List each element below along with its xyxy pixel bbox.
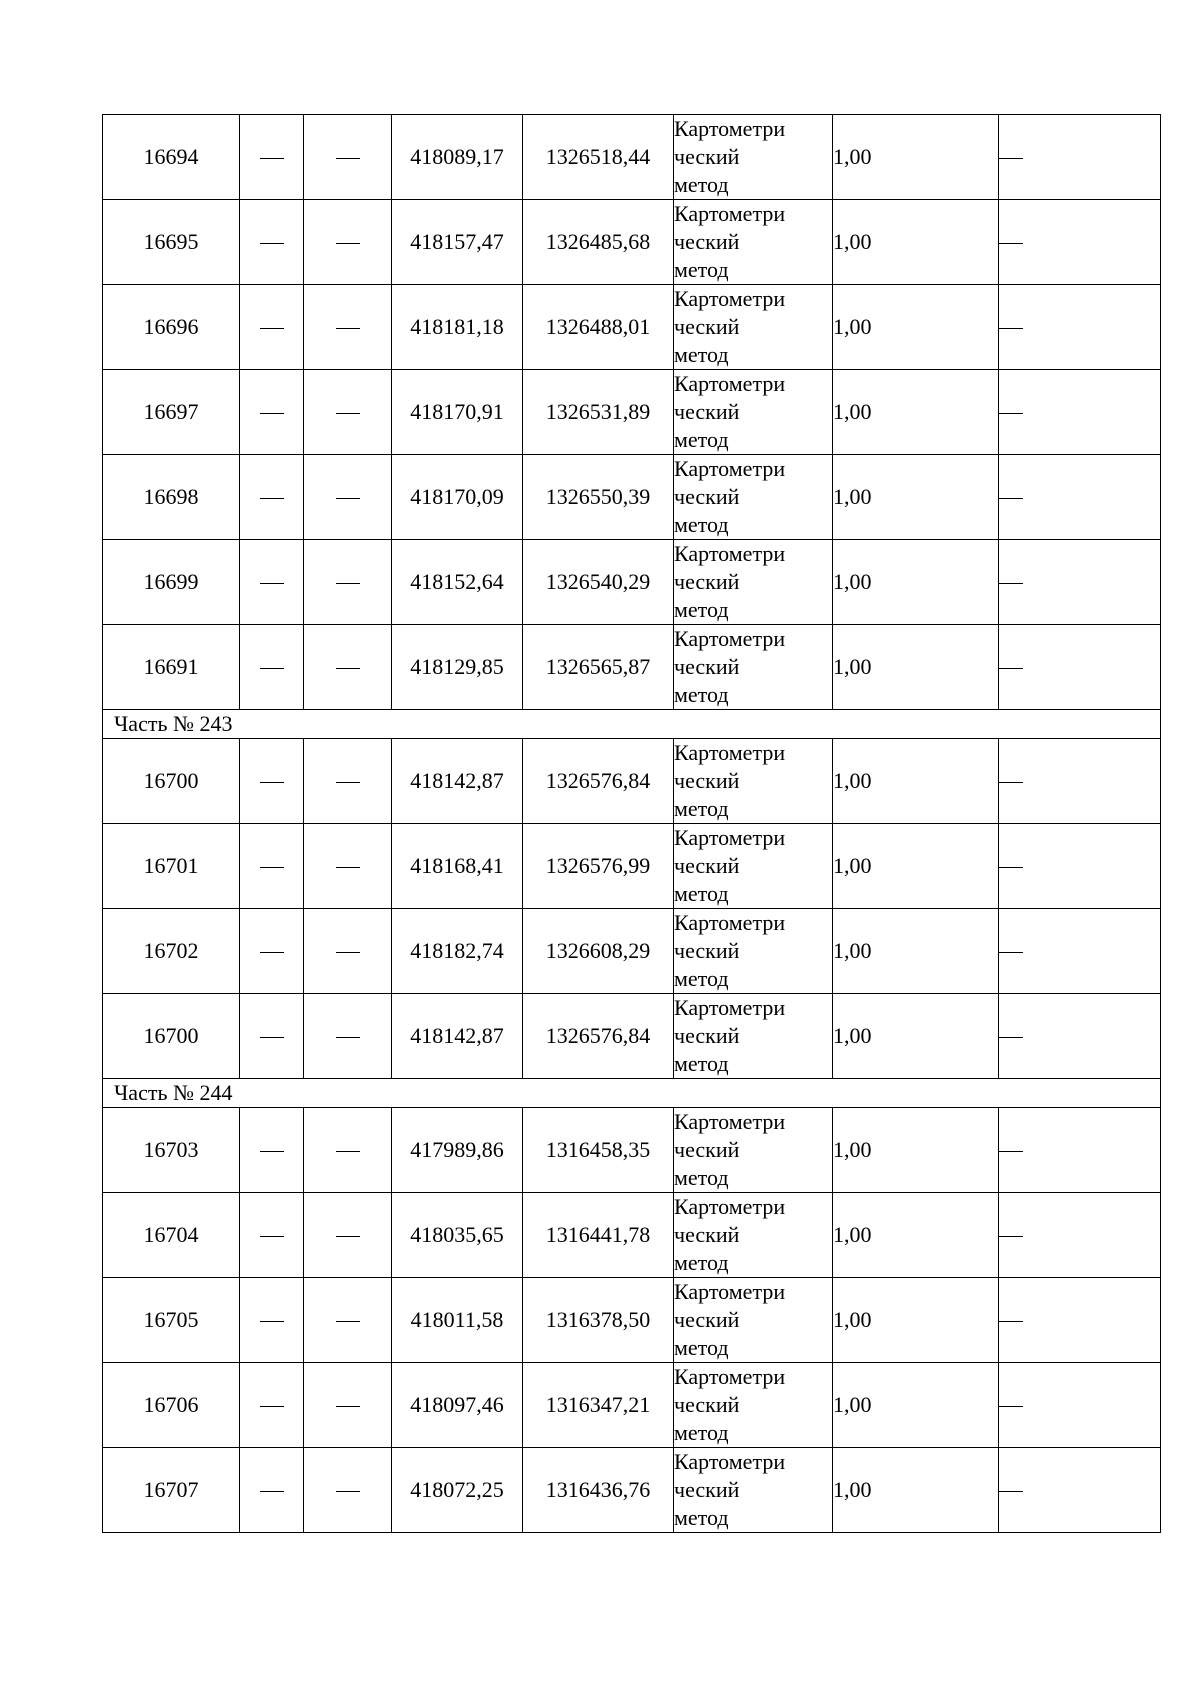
method-text-line: метод xyxy=(674,1420,729,1445)
dash-mark xyxy=(336,158,360,159)
method-text-line: ческий xyxy=(674,938,740,963)
point-number-cell: 16696 xyxy=(103,285,240,370)
method-text-line: ческий xyxy=(674,768,740,793)
dash-mark xyxy=(260,413,284,414)
method-cell xyxy=(674,1448,833,1533)
dash-mark xyxy=(260,952,284,953)
last-dash-cell xyxy=(999,1193,1161,1278)
dash-mark xyxy=(336,328,360,329)
dash-mark xyxy=(999,867,1023,868)
method-text-line: Картометри xyxy=(674,1109,786,1134)
dash-mark xyxy=(336,1151,360,1152)
method-text-line: метод xyxy=(674,1505,729,1530)
method-text-line: ческий xyxy=(674,399,740,424)
x-coordinate-cell: 417989,86 xyxy=(392,1108,523,1193)
method-cell xyxy=(674,1193,833,1278)
dash-mark xyxy=(260,328,284,329)
method-text-line: ческий xyxy=(674,1392,740,1417)
point-number-cell: 16705 xyxy=(103,1278,240,1363)
part-label: Часть № 244 xyxy=(103,1079,1161,1108)
empty-dash-cell xyxy=(240,824,304,909)
accuracy-cell: 1,00 xyxy=(833,1448,999,1533)
method-text-line: Картометри xyxy=(674,1194,786,1219)
method-text-line: Картометри xyxy=(674,626,786,651)
empty-dash-cell xyxy=(304,1363,392,1448)
x-coordinate-cell: 418170,09 xyxy=(392,455,523,540)
method-cell xyxy=(674,540,833,625)
accuracy-cell: 1,00 xyxy=(833,994,999,1079)
x-coordinate-cell: 418181,18 xyxy=(392,285,523,370)
method-cell xyxy=(674,909,833,994)
x-coordinate-cell: 418170,91 xyxy=(392,370,523,455)
y-coordinate-cell: 1326531,89 xyxy=(523,370,674,455)
method-text-line: Картометри xyxy=(674,995,786,1020)
empty-dash-cell xyxy=(304,1193,392,1278)
dash-mark xyxy=(336,498,360,499)
dash-mark xyxy=(336,1491,360,1492)
empty-dash-cell xyxy=(240,1278,304,1363)
method-text-line: ческий xyxy=(674,229,740,254)
x-coordinate-cell: 418168,41 xyxy=(392,824,523,909)
x-coordinate-cell: 418097,46 xyxy=(392,1363,523,1448)
empty-dash-cell xyxy=(304,1278,392,1363)
empty-dash-cell xyxy=(240,625,304,710)
dash-mark xyxy=(260,158,284,159)
dash-mark xyxy=(999,498,1023,499)
method-text-line: метод xyxy=(674,1165,729,1190)
accuracy-cell: 1,00 xyxy=(833,625,999,710)
method-text-line: Картометри xyxy=(674,541,786,566)
empty-dash-cell xyxy=(304,540,392,625)
point-number-cell: 16703 xyxy=(103,1108,240,1193)
method-text-line: метод xyxy=(674,682,729,707)
dash-mark xyxy=(999,1236,1023,1237)
method-text-line: метод xyxy=(674,1335,729,1360)
method-cell xyxy=(674,115,833,200)
method-text-line: Картометри xyxy=(674,825,786,850)
method-text-line: Картометри xyxy=(674,371,786,396)
y-coordinate-cell: 1326488,01 xyxy=(523,285,674,370)
method-text-line: ческий xyxy=(674,654,740,679)
dash-mark xyxy=(260,1491,284,1492)
x-coordinate-cell: 418011,58 xyxy=(392,1278,523,1363)
empty-dash-cell xyxy=(304,625,392,710)
table-row xyxy=(103,370,1161,455)
method-text-line: метод xyxy=(674,172,729,197)
empty-dash-cell xyxy=(304,909,392,994)
dash-mark xyxy=(336,583,360,584)
accuracy-cell: 1,00 xyxy=(833,1108,999,1193)
empty-dash-cell xyxy=(240,994,304,1079)
accuracy-cell: 1,00 xyxy=(833,909,999,994)
dash-mark xyxy=(260,1236,284,1237)
y-coordinate-cell: 1326576,84 xyxy=(523,994,674,1079)
last-dash-cell xyxy=(999,200,1161,285)
accuracy-cell: 1,00 xyxy=(833,115,999,200)
y-coordinate-cell: 1326550,39 xyxy=(523,455,674,540)
dash-mark xyxy=(336,867,360,868)
table-row xyxy=(103,824,1161,909)
dash-mark xyxy=(336,1406,360,1407)
table-row xyxy=(103,200,1161,285)
part-label: Часть № 243 xyxy=(103,710,1161,739)
x-coordinate-cell: 418129,85 xyxy=(392,625,523,710)
accuracy-cell: 1,00 xyxy=(833,1363,999,1448)
method-cell xyxy=(674,994,833,1079)
dash-mark xyxy=(999,1037,1023,1038)
accuracy-cell: 1,00 xyxy=(833,285,999,370)
table-row xyxy=(103,1448,1161,1533)
last-dash-cell xyxy=(999,1448,1161,1533)
method-text-line: метод xyxy=(674,512,729,537)
method-text-line: метод xyxy=(674,881,729,906)
y-coordinate-cell: 1326576,84 xyxy=(523,739,674,824)
accuracy-cell: 1,00 xyxy=(833,824,999,909)
dash-mark xyxy=(999,952,1023,953)
y-coordinate-cell: 1316378,50 xyxy=(523,1278,674,1363)
accuracy-cell: 1,00 xyxy=(833,739,999,824)
last-dash-cell xyxy=(999,285,1161,370)
method-cell xyxy=(674,455,833,540)
last-dash-cell xyxy=(999,1363,1161,1448)
last-dash-cell xyxy=(999,540,1161,625)
point-number-cell: 16701 xyxy=(103,824,240,909)
dash-mark xyxy=(999,158,1023,159)
dash-mark xyxy=(260,1406,284,1407)
method-text-line: Картометри xyxy=(674,1279,786,1304)
method-text-line: ческий xyxy=(674,1307,740,1332)
method-text-line: Картометри xyxy=(674,740,786,765)
table-row xyxy=(103,625,1161,710)
dash-mark xyxy=(260,1321,284,1322)
dash-mark xyxy=(999,243,1023,244)
empty-dash-cell xyxy=(240,909,304,994)
dash-mark xyxy=(260,1037,284,1038)
dash-mark xyxy=(336,1236,360,1237)
method-text-line: Картометри xyxy=(674,201,786,226)
table-row xyxy=(103,1193,1161,1278)
point-number-cell: 16706 xyxy=(103,1363,240,1448)
dash-mark xyxy=(999,1321,1023,1322)
dash-mark xyxy=(260,668,284,669)
last-dash-cell xyxy=(999,909,1161,994)
dash-mark xyxy=(336,413,360,414)
empty-dash-cell xyxy=(240,455,304,540)
empty-dash-cell xyxy=(304,455,392,540)
empty-dash-cell xyxy=(240,370,304,455)
empty-dash-cell xyxy=(304,200,392,285)
empty-dash-cell xyxy=(240,1108,304,1193)
x-coordinate-cell: 418157,47 xyxy=(392,200,523,285)
dash-mark xyxy=(260,498,284,499)
empty-dash-cell xyxy=(304,824,392,909)
y-coordinate-cell: 1326565,87 xyxy=(523,625,674,710)
method-text-line: ческий xyxy=(674,144,740,169)
method-text-line: Картометри xyxy=(674,286,786,311)
point-number-cell: 16700 xyxy=(103,994,240,1079)
method-cell xyxy=(674,1278,833,1363)
empty-dash-cell xyxy=(240,1448,304,1533)
y-coordinate-cell: 1326485,68 xyxy=(523,200,674,285)
method-cell xyxy=(674,285,833,370)
coordinates-table xyxy=(102,114,1161,1533)
dash-mark xyxy=(999,583,1023,584)
x-coordinate-cell: 418142,87 xyxy=(392,994,523,1079)
method-text-line: ческий xyxy=(674,1222,740,1247)
dash-mark xyxy=(336,1321,360,1322)
table-row xyxy=(103,994,1161,1079)
empty-dash-cell xyxy=(240,739,304,824)
empty-dash-cell xyxy=(240,285,304,370)
method-text-line: Картометри xyxy=(674,1449,786,1474)
dash-mark xyxy=(999,782,1023,783)
dash-mark xyxy=(999,1151,1023,1152)
accuracy-cell: 1,00 xyxy=(833,1278,999,1363)
table-row xyxy=(103,739,1161,824)
method-cell xyxy=(674,370,833,455)
dash-mark xyxy=(260,782,284,783)
empty-dash-cell xyxy=(304,115,392,200)
method-text-line: метод xyxy=(674,597,729,622)
table-row xyxy=(103,285,1161,370)
x-coordinate-cell: 418035,65 xyxy=(392,1193,523,1278)
method-cell xyxy=(674,1363,833,1448)
method-text-line: ческий xyxy=(674,853,740,878)
empty-dash-cell xyxy=(240,1193,304,1278)
dash-mark xyxy=(260,1151,284,1152)
dash-mark xyxy=(999,1491,1023,1492)
method-text-line: ческий xyxy=(674,1477,740,1502)
method-text-line: ческий xyxy=(674,484,740,509)
empty-dash-cell xyxy=(304,1108,392,1193)
empty-dash-cell xyxy=(240,1363,304,1448)
method-cell xyxy=(674,739,833,824)
dash-mark xyxy=(336,952,360,953)
empty-dash-cell xyxy=(304,994,392,1079)
accuracy-cell: 1,00 xyxy=(833,200,999,285)
method-text-line: метод xyxy=(674,427,729,452)
method-cell xyxy=(674,824,833,909)
method-text-line: метод xyxy=(674,1051,729,1076)
y-coordinate-cell: 1316441,78 xyxy=(523,1193,674,1278)
dash-mark xyxy=(336,782,360,783)
method-text-line: ческий xyxy=(674,314,740,339)
empty-dash-cell xyxy=(304,1448,392,1533)
table-row xyxy=(103,909,1161,994)
last-dash-cell xyxy=(999,1278,1161,1363)
method-text-line: метод xyxy=(674,342,729,367)
point-number-cell: 16699 xyxy=(103,540,240,625)
method-text-line: метод xyxy=(674,257,729,282)
dash-mark xyxy=(999,413,1023,414)
dash-mark xyxy=(999,668,1023,669)
method-text-line: Картометри xyxy=(674,910,786,935)
empty-dash-cell xyxy=(304,285,392,370)
part-header-row xyxy=(103,1079,1161,1108)
empty-dash-cell xyxy=(240,115,304,200)
last-dash-cell xyxy=(999,824,1161,909)
empty-dash-cell xyxy=(304,739,392,824)
method-text-line: метод xyxy=(674,1250,729,1275)
empty-dash-cell xyxy=(304,370,392,455)
accuracy-cell: 1,00 xyxy=(833,455,999,540)
method-cell xyxy=(674,625,833,710)
y-coordinate-cell: 1326540,29 xyxy=(523,540,674,625)
method-text-line: Картометри xyxy=(674,1364,786,1389)
table-row xyxy=(103,1278,1161,1363)
x-coordinate-cell: 418182,74 xyxy=(392,909,523,994)
last-dash-cell xyxy=(999,739,1161,824)
last-dash-cell xyxy=(999,625,1161,710)
accuracy-cell: 1,00 xyxy=(833,1193,999,1278)
point-number-cell: 16707 xyxy=(103,1448,240,1533)
empty-dash-cell xyxy=(240,200,304,285)
last-dash-cell xyxy=(999,455,1161,540)
dash-mark xyxy=(260,583,284,584)
point-number-cell: 16695 xyxy=(103,200,240,285)
last-dash-cell xyxy=(999,994,1161,1079)
table-row xyxy=(103,1363,1161,1448)
point-number-cell: 16691 xyxy=(103,625,240,710)
method-text-line: метод xyxy=(674,796,729,821)
dash-mark xyxy=(999,328,1023,329)
part-header-row xyxy=(103,710,1161,739)
last-dash-cell xyxy=(999,1108,1161,1193)
y-coordinate-cell: 1316347,21 xyxy=(523,1363,674,1448)
point-number-cell: 16694 xyxy=(103,115,240,200)
point-number-cell: 16704 xyxy=(103,1193,240,1278)
dash-mark xyxy=(336,668,360,669)
x-coordinate-cell: 418142,87 xyxy=(392,739,523,824)
method-text-line: ческий xyxy=(674,1023,740,1048)
table-row xyxy=(103,1108,1161,1193)
point-number-cell: 16698 xyxy=(103,455,240,540)
y-coordinate-cell: 1316458,35 xyxy=(523,1108,674,1193)
method-text-line: ческий xyxy=(674,1137,740,1162)
dash-mark xyxy=(260,243,284,244)
table-row xyxy=(103,455,1161,540)
method-cell xyxy=(674,200,833,285)
accuracy-cell: 1,00 xyxy=(833,540,999,625)
y-coordinate-cell: 1316436,76 xyxy=(523,1448,674,1533)
empty-dash-cell xyxy=(240,540,304,625)
x-coordinate-cell: 418152,64 xyxy=(392,540,523,625)
y-coordinate-cell: 1326518,44 xyxy=(523,115,674,200)
method-text-line: ческий xyxy=(674,569,740,594)
dash-mark xyxy=(336,243,360,244)
accuracy-cell: 1,00 xyxy=(833,370,999,455)
x-coordinate-cell: 418089,17 xyxy=(392,115,523,200)
table-row xyxy=(103,540,1161,625)
dash-mark xyxy=(999,1406,1023,1407)
point-number-cell: 16697 xyxy=(103,370,240,455)
y-coordinate-cell: 1326608,29 xyxy=(523,909,674,994)
x-coordinate-cell: 418072,25 xyxy=(392,1448,523,1533)
dash-mark xyxy=(260,867,284,868)
method-text-line: метод xyxy=(674,966,729,991)
last-dash-cell xyxy=(999,370,1161,455)
table-body xyxy=(103,115,1161,1533)
method-cell xyxy=(674,1108,833,1193)
last-dash-cell xyxy=(999,115,1161,200)
y-coordinate-cell: 1326576,99 xyxy=(523,824,674,909)
point-number-cell: 16702 xyxy=(103,909,240,994)
dash-mark xyxy=(336,1037,360,1038)
method-text-line: Картометри xyxy=(674,456,786,481)
point-number-cell: 16700 xyxy=(103,739,240,824)
method-text-line: Картометри xyxy=(674,116,786,141)
table-row xyxy=(103,115,1161,200)
